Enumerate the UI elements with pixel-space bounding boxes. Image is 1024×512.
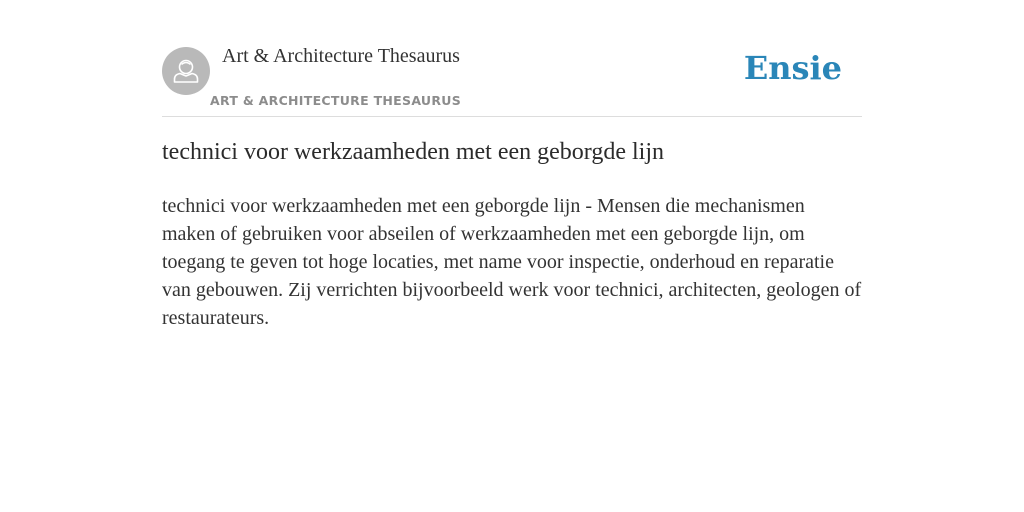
brand-logo[interactable]: Ensie [743,49,842,87]
entry-definition: technici voor werkzaamheden met een geborgde lijn - Mensen die mechanismen maken of gebruiken voor abseilen of werkzaamheden met een geborgde lijn, om toegang te geven tot hoge locaties, met name voor inspectie, onderhoud en reparatie van gebouwen. Zij verrichten bijvoorbeeld werk voor technici, architecten, geologen of restaurateurs. [162,195,862,329]
entry-title: technici voor werkzaamheden met een geborgde lijn [162,139,665,165]
source-header [162,0,862,117]
source-subtitle[interactable]: ART & ARCHITECTURE THESAURUS [210,93,462,108]
avatar[interactable] [162,47,210,95]
source-title[interactable]: Art & Architecture Thesaurus [222,45,460,67]
user-icon [162,47,210,95]
